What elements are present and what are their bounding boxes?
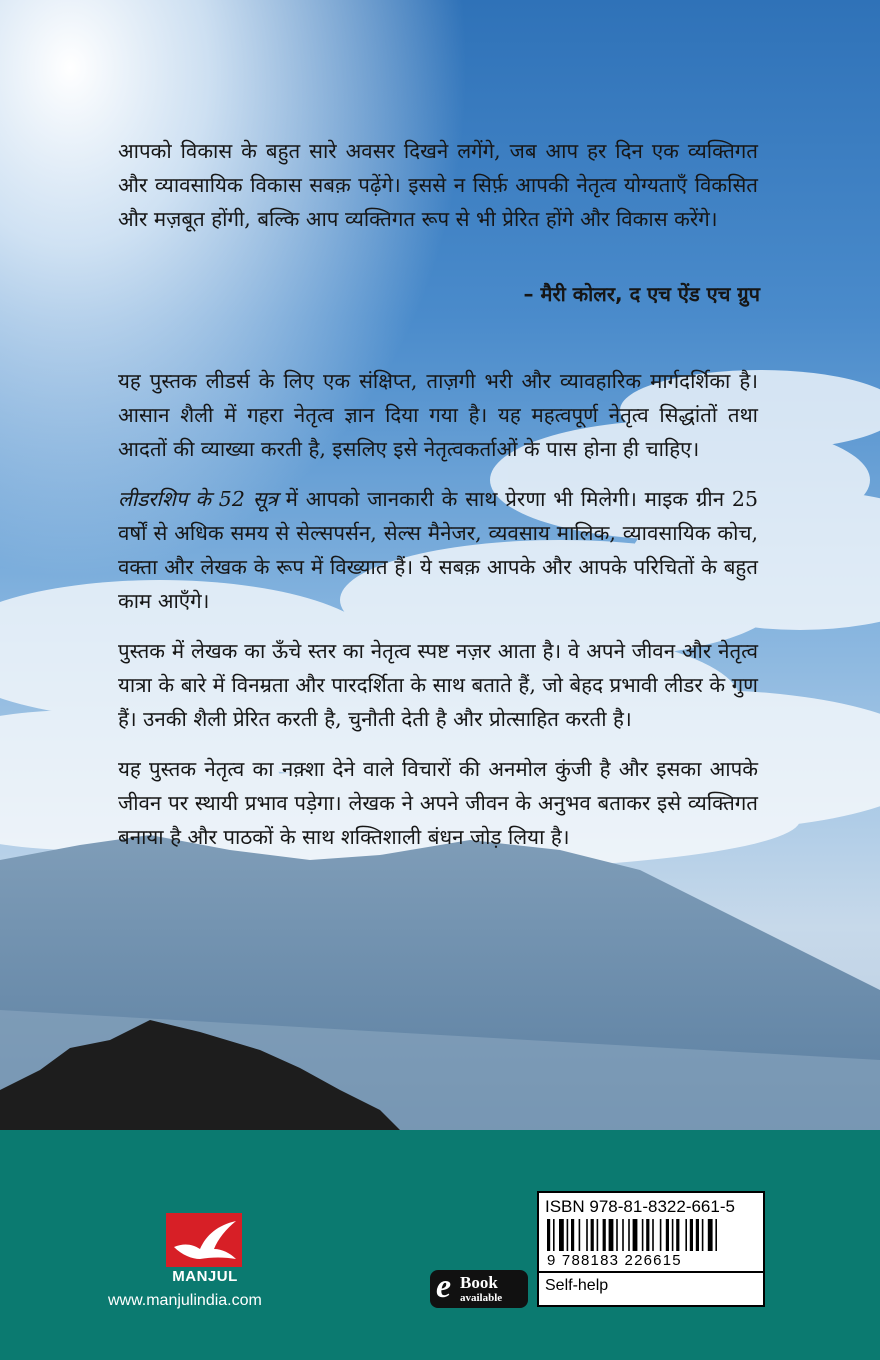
isbn-divider (539, 1271, 763, 1273)
ebook-available-label: available (460, 1292, 503, 1304)
publisher-logo (166, 1213, 242, 1267)
quote-text: आपको विकास के बहुत सारे अवसर दिखने लगेंगे, जब आप हर दिन एक व्यक्तिगत और व्यावसायिक विकास सबक़ पढ़ेंगे। इससे न सिर्फ़ आपकी नेतृत्व योग्यताएँ विकसित और मज़बूत होंगी, बल्कि आप व्यक्तिगत रूप से भी प्रेरित होंगे और विकास करेंगे। (118, 139, 758, 231)
publisher-name: MANJUL (172, 1268, 238, 1285)
isbn-number: ISBN 978-81-8322-661-5 (545, 1197, 735, 1216)
isbn-barcode-box (537, 1191, 765, 1307)
book-title: लीडरशिप के 52 सूत्र (118, 487, 278, 511)
book-genre: Self-help (545, 1277, 609, 1294)
blurb-paragraph-3: पुस्तक में लेखक का ऊँचे स्तर का नेतृत्व स्पष्ट नज़र आता है। वे अपने जीवन और नेतृत्व यात्रा के बारे में विनम्रता और पारदर्शिता के साथ बताते हैं, जो बेहद प्रभावी लीडर के गुण हैं। उनकी शैली प्रेरित करती है, चुनौती देती है और प्रोत्साहित करती है। (118, 639, 758, 731)
blurb-paragraph-4: यह पुस्तक नेतृत्व का नक़्शा देने वाले विचारों की अनमोल कुंजी है और इसका आपके जीवन पर स्थायी प्रभाव पड़ेगा। लेखक ने अपने जीवन के अनुभव बताकर इसे व्यक्तिगत बनाया है और पाठकों के साथ शक्तिशाली बंधन जोड़ लिया है। (118, 757, 758, 849)
ebook-e-letter: e (436, 1268, 452, 1305)
ebook-book-label: Book (460, 1273, 498, 1292)
blurb-paragraph-1: यह पुस्तक लीडर्स के लिए एक संक्षिप्त, ताज़गी भरी और व्यावहारिक मार्गदर्शिका है। आसान शैली में गहरा नेतृत्व ज्ञान दिया गया है। यह महत्वपूर्ण नेतृत्व सिद्धांतों तथा आदतों की व्याख्या करती है, इसलिए इसे नेतृत्वकर्ताओं के पास होना ही चाहिए। (118, 369, 758, 461)
quote-attribution: – मैरी कोलर, द एच ऐंड एच ग्रुप (523, 282, 760, 306)
ebook-available-badge (430, 1270, 528, 1308)
blurb-body (118, 364, 758, 870)
endorsement-quote (118, 134, 758, 252)
bird-icon (166, 1213, 242, 1267)
blurb-paragraph-2-text: में आपको जानकारी के साथ प्रेरणा भी मिलेगी। माइक ग्रीन 25 वर्षों से अधिक समय से सेल्सपर्सन, सेल्स मैनेजर, व्यवसाय मालिक, व्यावसायिक कोच, वक्ता और लेखक के रूप में विख्यात हैं। ये सबक़ आपके और आपके परिचितों के बहुत काम आएँगे। (118, 487, 758, 613)
barcode-digits: 9 788183 226615 (547, 1252, 682, 1269)
barcode-icon (547, 1219, 759, 1251)
publisher-website[interactable]: www.manjulindia.com (108, 1292, 262, 1309)
blurb-paragraph-2 (118, 482, 758, 618)
